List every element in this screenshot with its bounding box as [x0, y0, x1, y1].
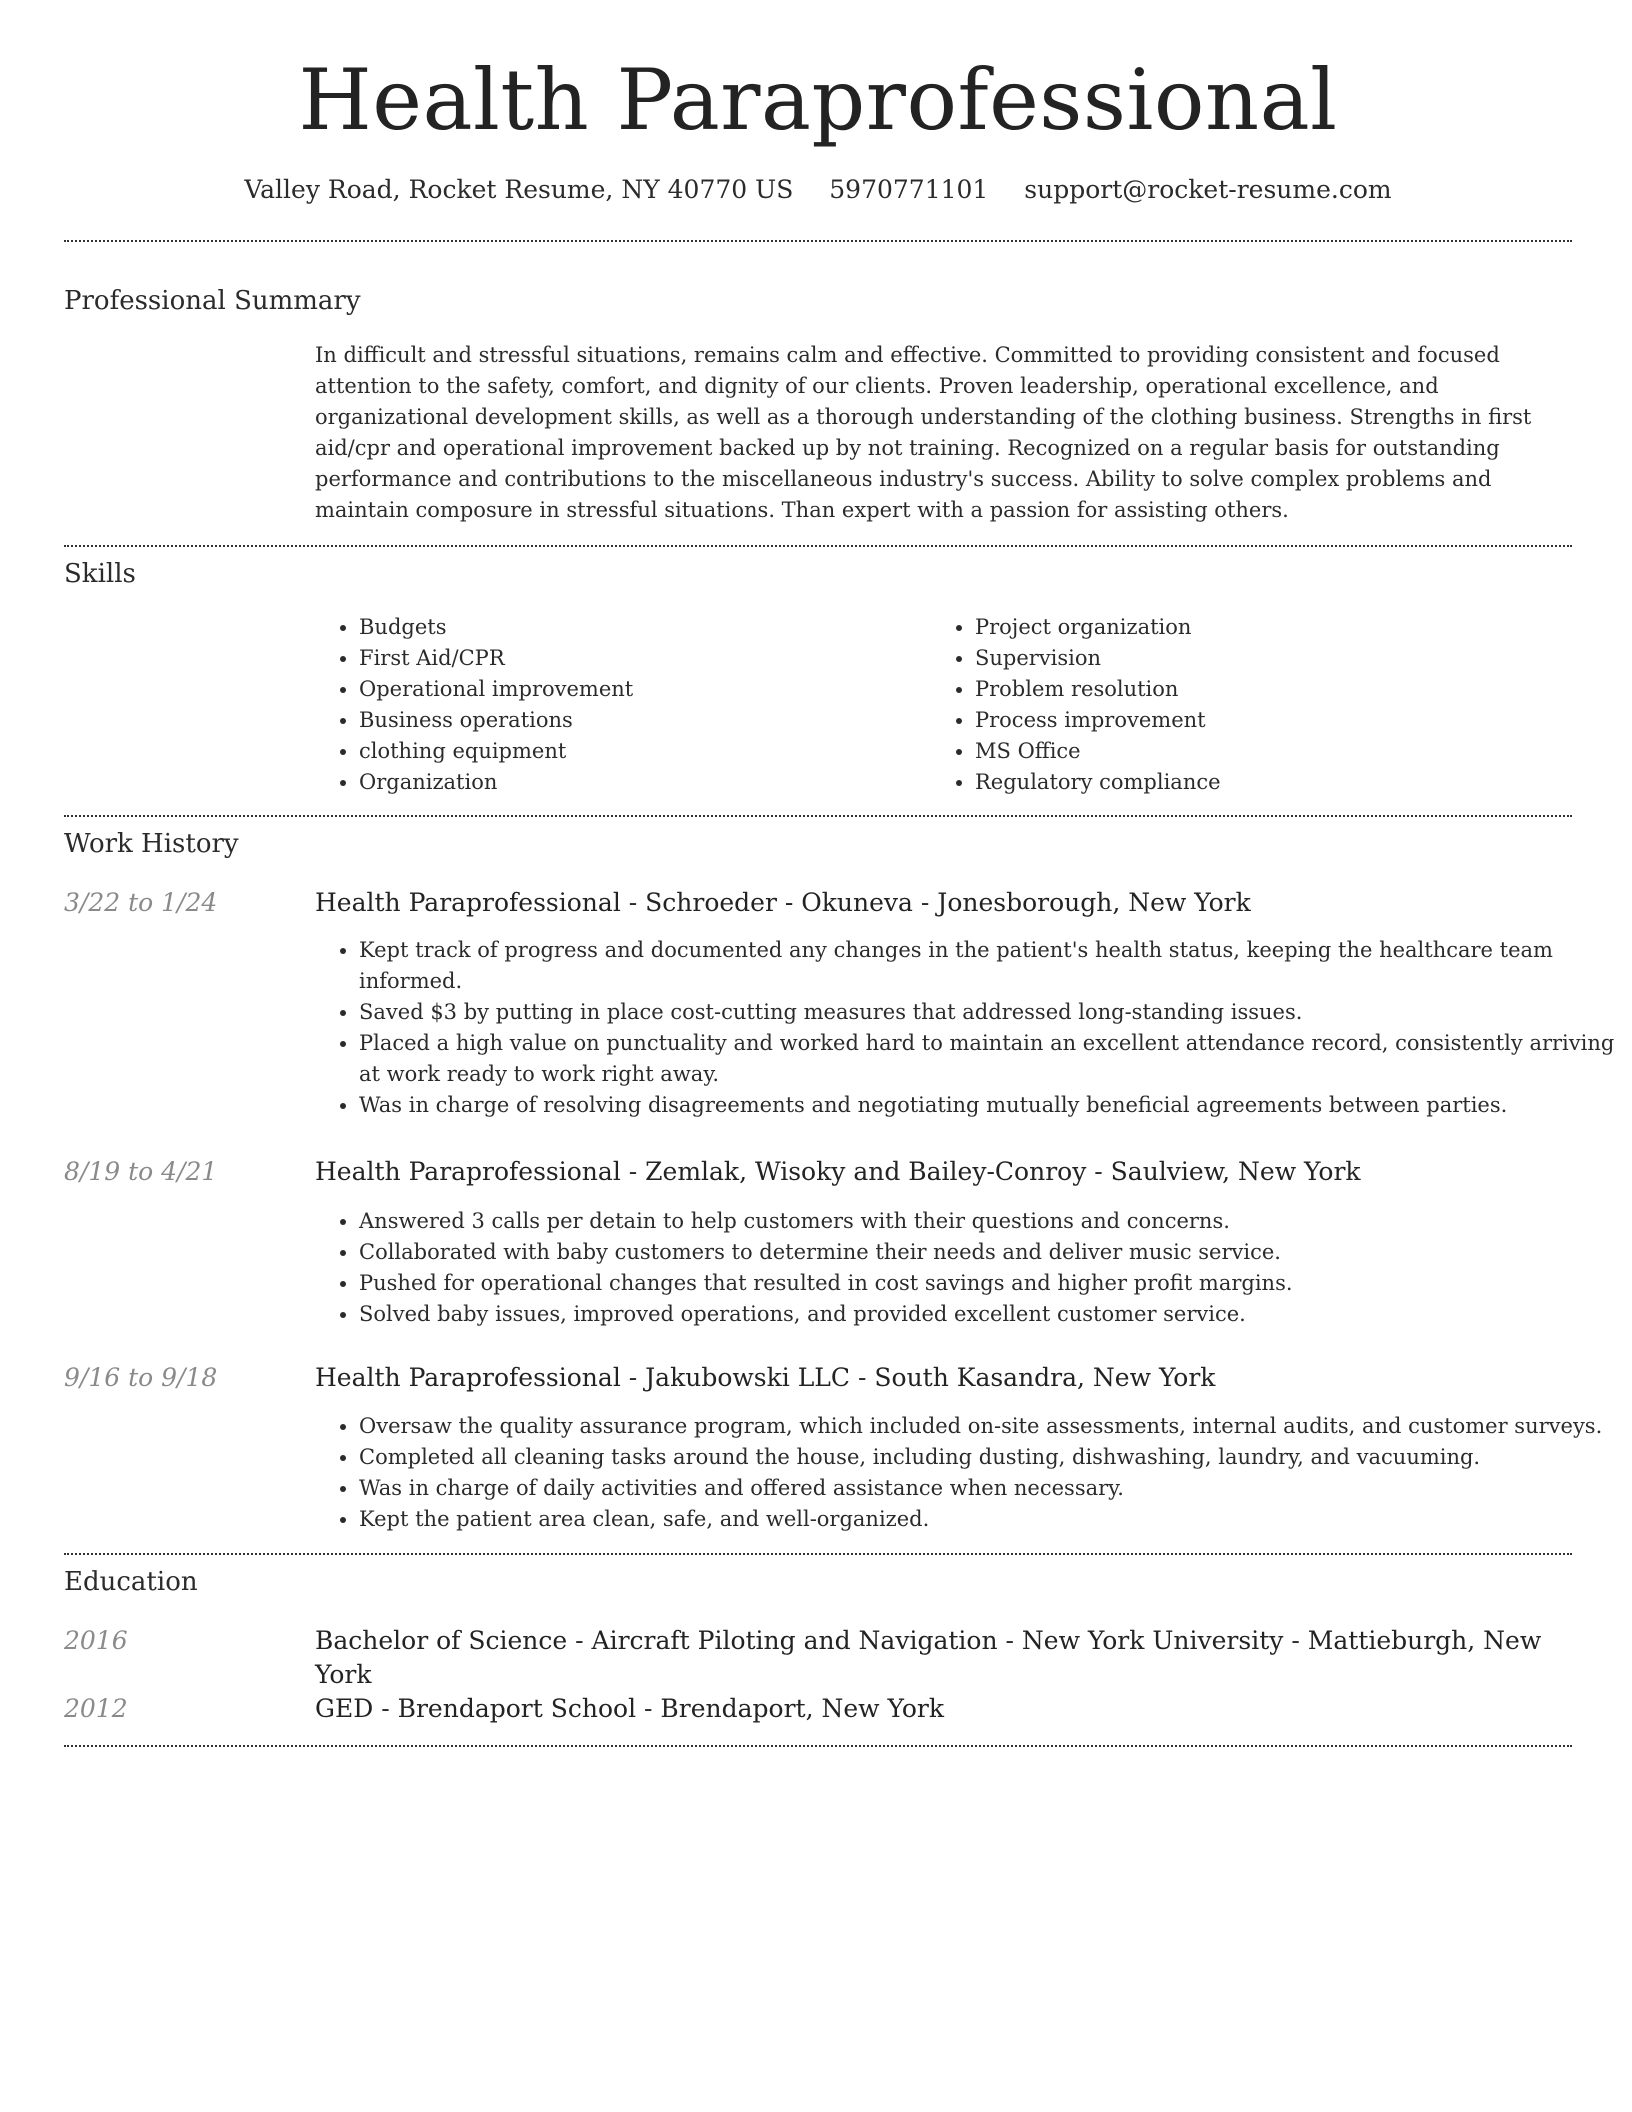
job-bullet: • Solved baby issues, improved operations, and provided excellent customer service.	[359, 1299, 1616, 1330]
skill-item: • Regulatory compliance	[975, 767, 1575, 798]
divider	[64, 1553, 1572, 1555]
job-bullet: • Pushed for operational changes that resulted in cost savings and higher profit margins.	[359, 1268, 1616, 1299]
phone-text: 5970771101	[829, 175, 989, 204]
skill-item: • Operational improvement	[359, 674, 929, 705]
education-entry: GED - Brendaport School - Brendaport, New York	[315, 1694, 944, 1723]
skill-item: • Project organization	[975, 612, 1575, 643]
job-bullets	[315, 1206, 1616, 1330]
skills-heading: Skills	[64, 559, 136, 589]
job-bullet: • Oversaw the quality assurance program, which included on-site assessments, internal audits, and customer surveys.	[359, 1411, 1616, 1442]
skill-item: • Budgets	[359, 612, 929, 643]
job-bullet: • Answered 3 calls per detain to help customers with their questions and concerns.	[359, 1206, 1616, 1237]
candidate-name: Health Paraprofessional	[298, 51, 1338, 149]
summary-text: In difficult and stressful situations, remains calm and effective. Committed to providing consistent and focused attention to the safety, comfort, and dignity of our clients. Proven leadership, operational excellence, and organizational development skills, as well as a thorough understanding of the clothing business. Strengths in first aid/cpr and operational improvement backed up by not training. Recognized on a regular basis for outstanding performance and contributions to the miscellaneous industry's success. Ability to solve complex problems and maintain composure in stressful situations. Than expert with a passion for assisting others.	[315, 343, 1532, 522]
education-year: 2012	[64, 1694, 128, 1723]
divider	[64, 815, 1572, 817]
job-bullet: • Placed a high value on punctuality and worked hard to maintain an excellent attendance record, consistently arriving at work ready to work right away.	[359, 1028, 1616, 1090]
skill-item: • Organization	[359, 767, 929, 798]
education-entry: Bachelor of Science - Aircraft Piloting and Navigation - New York University - Mattieburgh, New York	[315, 1626, 1542, 1689]
divider	[64, 545, 1572, 547]
skills-list-left	[315, 612, 929, 798]
school-name: Brendaport School	[397, 1694, 637, 1723]
skill-item: • Supervision	[975, 643, 1575, 674]
divider	[64, 1745, 1572, 1747]
field-of-study: Aircraft Piloting and Navigation	[591, 1626, 998, 1655]
skills-list-right	[931, 612, 1575, 798]
job-bullet: • Kept track of progress and documented any changes in the patient's health status, keeping the healthcare team informed.	[359, 935, 1616, 997]
divider	[64, 240, 1572, 242]
job-dates: 9/16 to 9/18	[64, 1363, 218, 1392]
job-location: South Kasandra, New York	[874, 1363, 1216, 1392]
skill-item: • First Aid/CPR	[359, 643, 929, 674]
degree: GED	[315, 1694, 374, 1723]
job-bullet: • Completed all cleaning tasks around the house, including dusting, dishwashing, laundry, and vacuuming.	[359, 1442, 1616, 1473]
summary-heading: Professional Summary	[64, 286, 361, 316]
work-history-heading: Work History	[64, 829, 239, 859]
job-bullet: • Saved $3 by putting in place cost-cutting measures that addressed long-standing issues.	[359, 997, 1616, 1028]
job-heading: Health Paraprofessional - Schroeder - Okuneva - Jonesborough, New York	[315, 888, 1251, 917]
skill-item: • Problem resolution	[975, 674, 1575, 705]
education-year: 2016	[64, 1626, 128, 1655]
job-heading: Health Paraprofessional - Zemlak, Wisoky and Bailey-Conroy - Saulview, New York	[315, 1157, 1361, 1186]
skill-item: • clothing equipment	[359, 736, 929, 767]
skill-item: • Process improvement	[975, 705, 1575, 736]
email-link[interactable]: support@rocket-resume.com	[1024, 175, 1392, 204]
job-dates: 3/22 to 1/24	[64, 888, 218, 917]
job-dates: 8/19 to 4/21	[64, 1157, 218, 1186]
job-bullets	[315, 1411, 1616, 1535]
education-heading: Education	[64, 1567, 198, 1597]
job-title: Health Paraprofessional	[315, 888, 621, 917]
job-title: Health Paraprofessional	[315, 1157, 621, 1186]
job-location: Saulview, New York	[1110, 1157, 1361, 1186]
job-bullet: • Kept the patient area clean, safe, and well-organized.	[359, 1504, 1616, 1535]
skill-item: • Business operations	[359, 705, 929, 736]
degree: Bachelor of Science	[315, 1626, 568, 1655]
job-bullet: • Was in charge of daily activities and offered assistance when necessary.	[359, 1473, 1616, 1504]
job-bullets	[315, 935, 1616, 1121]
job-title: Health Paraprofessional	[315, 1363, 621, 1392]
skill-item: • MS Office	[975, 736, 1575, 767]
school-location: Mattieburgh, New York	[315, 1626, 1542, 1689]
school-location: Brendaport, New York	[660, 1694, 944, 1723]
job-location: Jonesborough, New York	[937, 888, 1251, 917]
job-company: Jakubowski LLC	[645, 1363, 851, 1392]
school-name: New York University	[1021, 1626, 1284, 1655]
job-company: Zemlak, Wisoky and Bailey-Conroy	[645, 1157, 1087, 1186]
address-text: Valley Road, Rocket Resume, NY 40770 US	[244, 175, 794, 204]
job-company: Schroeder - Okuneva	[645, 888, 913, 917]
job-bullet: • Collaborated with baby customers to determine their needs and deliver music service.	[359, 1237, 1616, 1268]
job-heading: Health Paraprofessional - Jakubowski LLC - South Kasandra, New York	[315, 1363, 1216, 1392]
job-bullet: • Was in charge of resolving disagreements and negotiating mutually beneficial agreements between parties.	[359, 1090, 1616, 1121]
contact-line	[64, 170, 1572, 210]
